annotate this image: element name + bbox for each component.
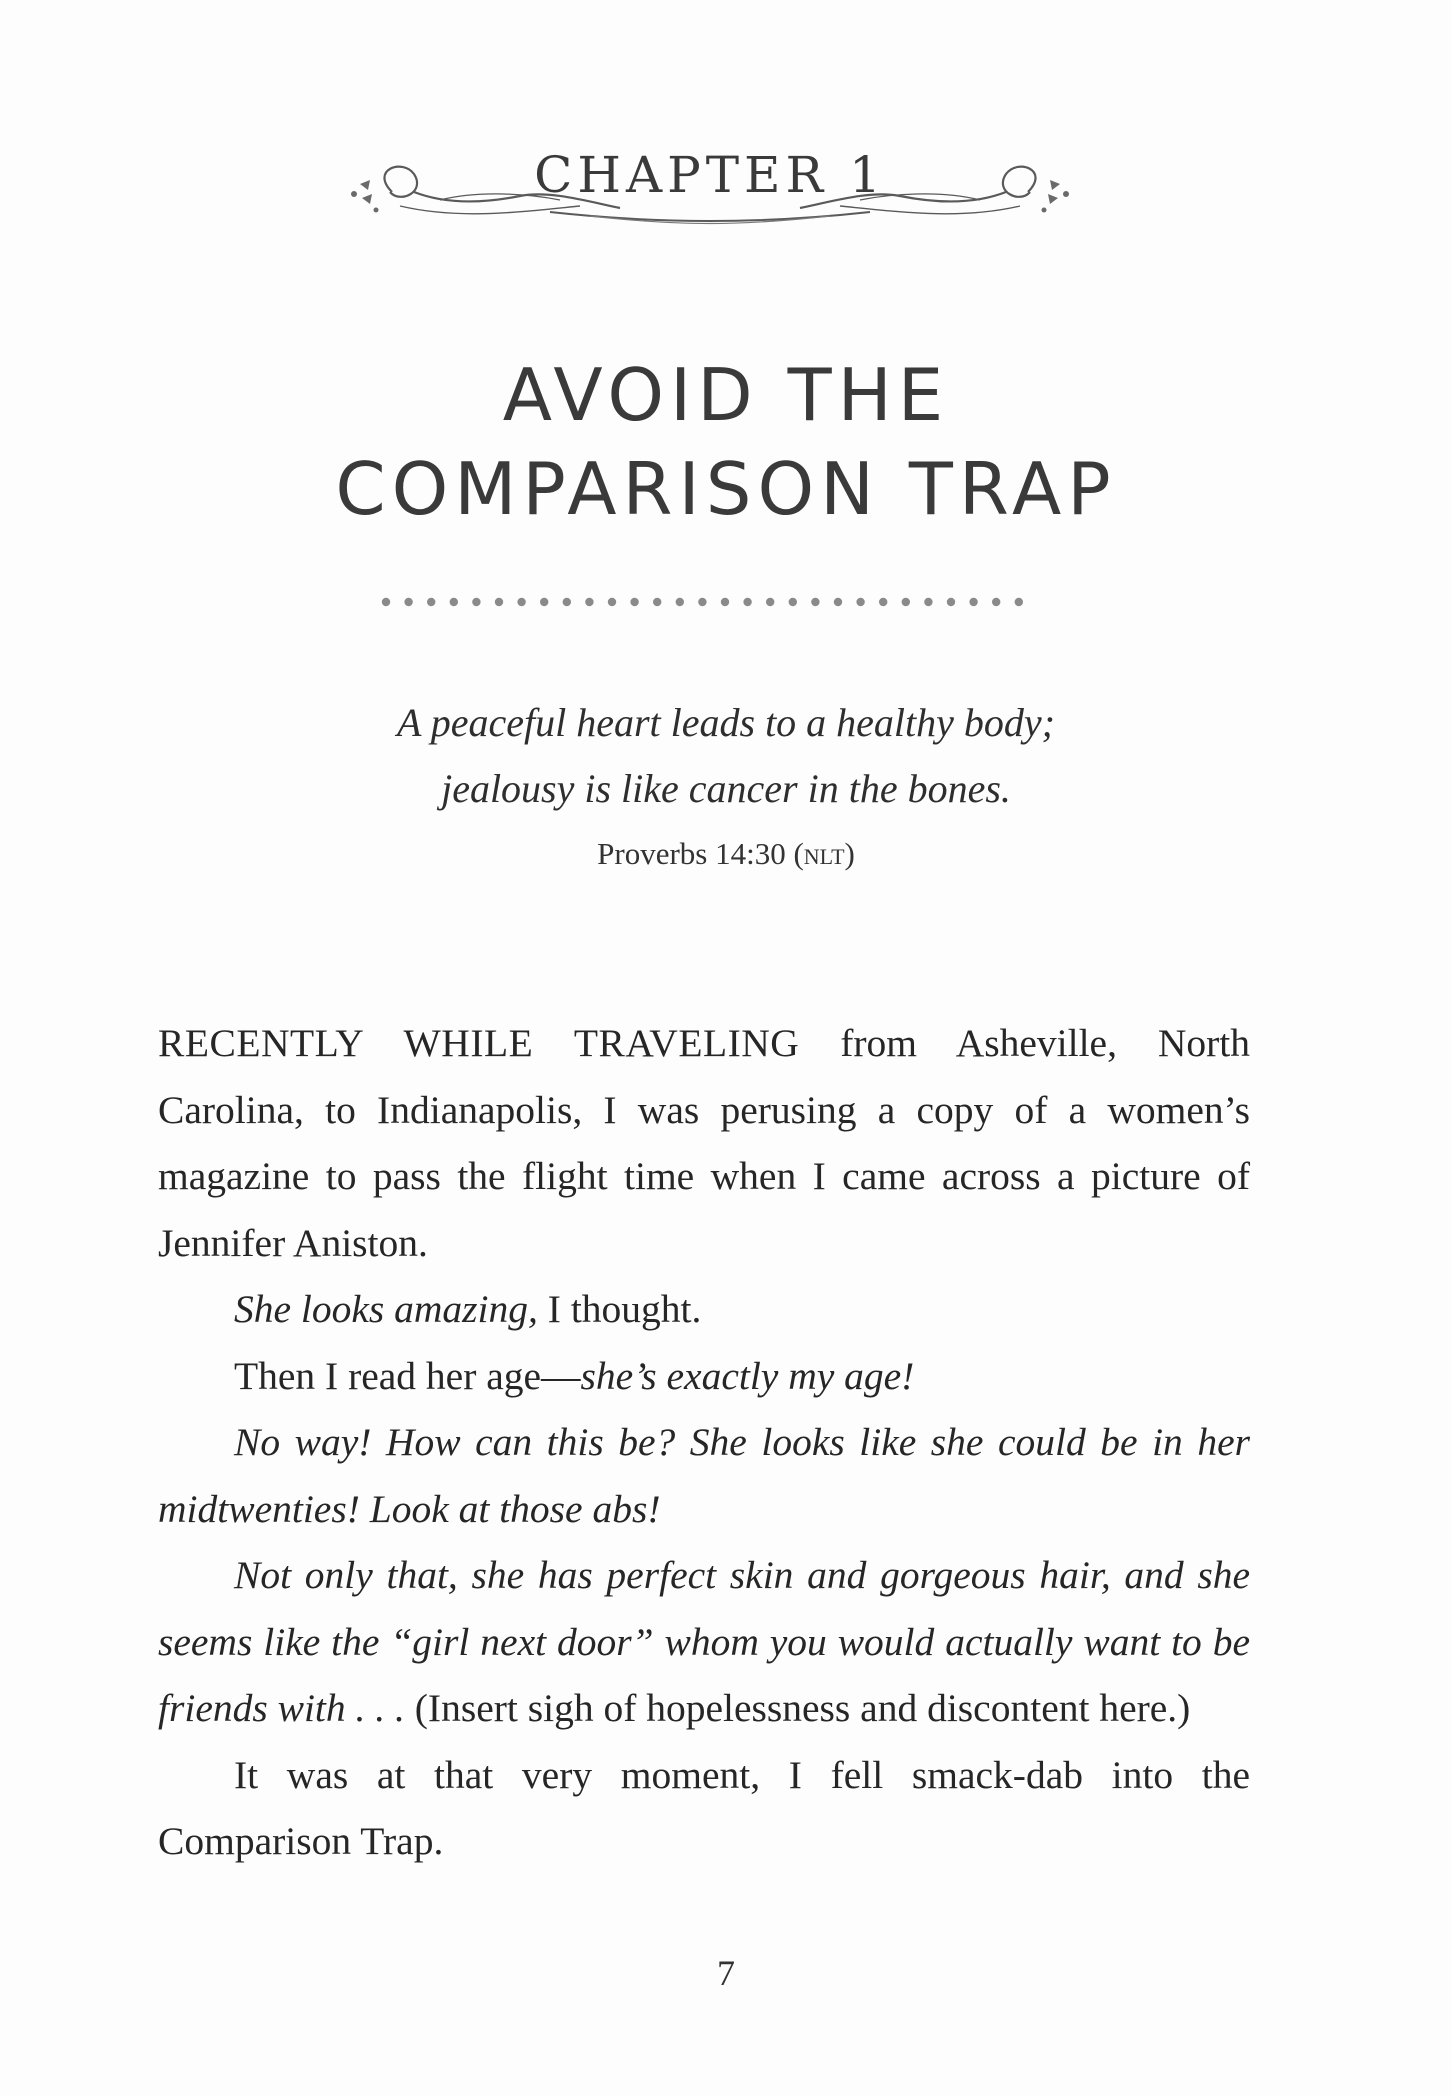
paragraph-5 [158,1542,1250,1742]
divider-dot [585,598,593,606]
paragraph-5-text: (Insert sigh of hopelessness and discontent here.) [404,1686,1191,1730]
divider-dot [517,598,525,606]
epigraph-line-2: jealousy is like cancer in the bones. [441,766,1011,811]
divider-dot [495,598,503,606]
divider-dot [676,598,684,606]
translation-abbrev: (nlt) [793,836,855,871]
paragraph-6: It was at that very moment, I fell smack-dab into the Comparison Trap. [158,1752,1250,1863]
divider-dot [382,598,390,606]
divider-dot [969,598,977,606]
divider-dot [608,598,616,606]
chapter-title-line-2: COMPARISON TRAP [335,447,1117,531]
divider-dot [947,598,955,606]
divider-dot [992,598,1000,606]
paragraph-1-text: from Asheville, North Carolina, to Indianapolis, I was perusing a copy of a women’s magazine to pass the flight time when I came across a picture of Jennifer Aniston. [158,1021,1250,1265]
divider-dot [834,598,842,606]
paragraph-3-text: Then I read her age— [234,1353,581,1398]
divider-dot [427,598,435,606]
divider-dot [879,598,887,606]
paragraph-4 [158,1409,1250,1542]
divider-dot [698,598,706,606]
divider-dot [924,598,932,606]
chapter-header [340,140,1080,240]
divider-dot [653,598,661,606]
body-text [158,1010,1250,1875]
epigraph-reference [0,826,1452,882]
divider-dot [404,598,412,606]
page-number: 7 [717,1953,735,1993]
paragraph-2-text: I thought. [537,1287,702,1331]
chapter-title [0,348,1452,536]
divider-dot [789,598,797,606]
divider-dot [450,598,458,606]
paragraph-3-italic: she’s exactly my age! [580,1353,915,1398]
dotted-divider-icon [378,590,1028,614]
divider-dot [811,598,819,606]
paragraph-1 [158,1010,1250,1276]
epigraph-line-1: A peaceful heart leads to a healthy body; [397,700,1055,745]
divider-dot [856,598,864,606]
paragraph-3 [158,1343,1250,1410]
divider-dot [743,598,751,606]
paragraph-1-lead: RECENTLY WHILE TRAVELING [158,1021,800,1065]
verse-reference: Proverbs 14:30 [597,836,786,871]
divider-dot [563,598,571,606]
divider-dot [630,598,638,606]
paragraph-2 [158,1276,1250,1343]
paragraph-5-italic: Not only that, she has perfect skin and gorgeous hair, and she seems like the “girl next door” whom you would actually want to be friends with . . . [158,1553,1250,1730]
epigraph [0,690,1452,882]
divider-dot [472,598,480,606]
paragraph-2-italic: She looks amazing, [234,1287,538,1331]
chapter-title-line-1: AVOID THE [502,353,950,437]
divider-dot [721,598,729,606]
divider-dot [766,598,774,606]
divider-dot [902,598,910,606]
paragraph-4-italic: No way! How can this be? She looks like she could be in her midtwenties! Look at those abs! [158,1420,1250,1531]
divider-dot [540,598,548,606]
divider-dot [1015,598,1023,606]
chapter-label: CHAPTER 1 [534,146,886,204]
